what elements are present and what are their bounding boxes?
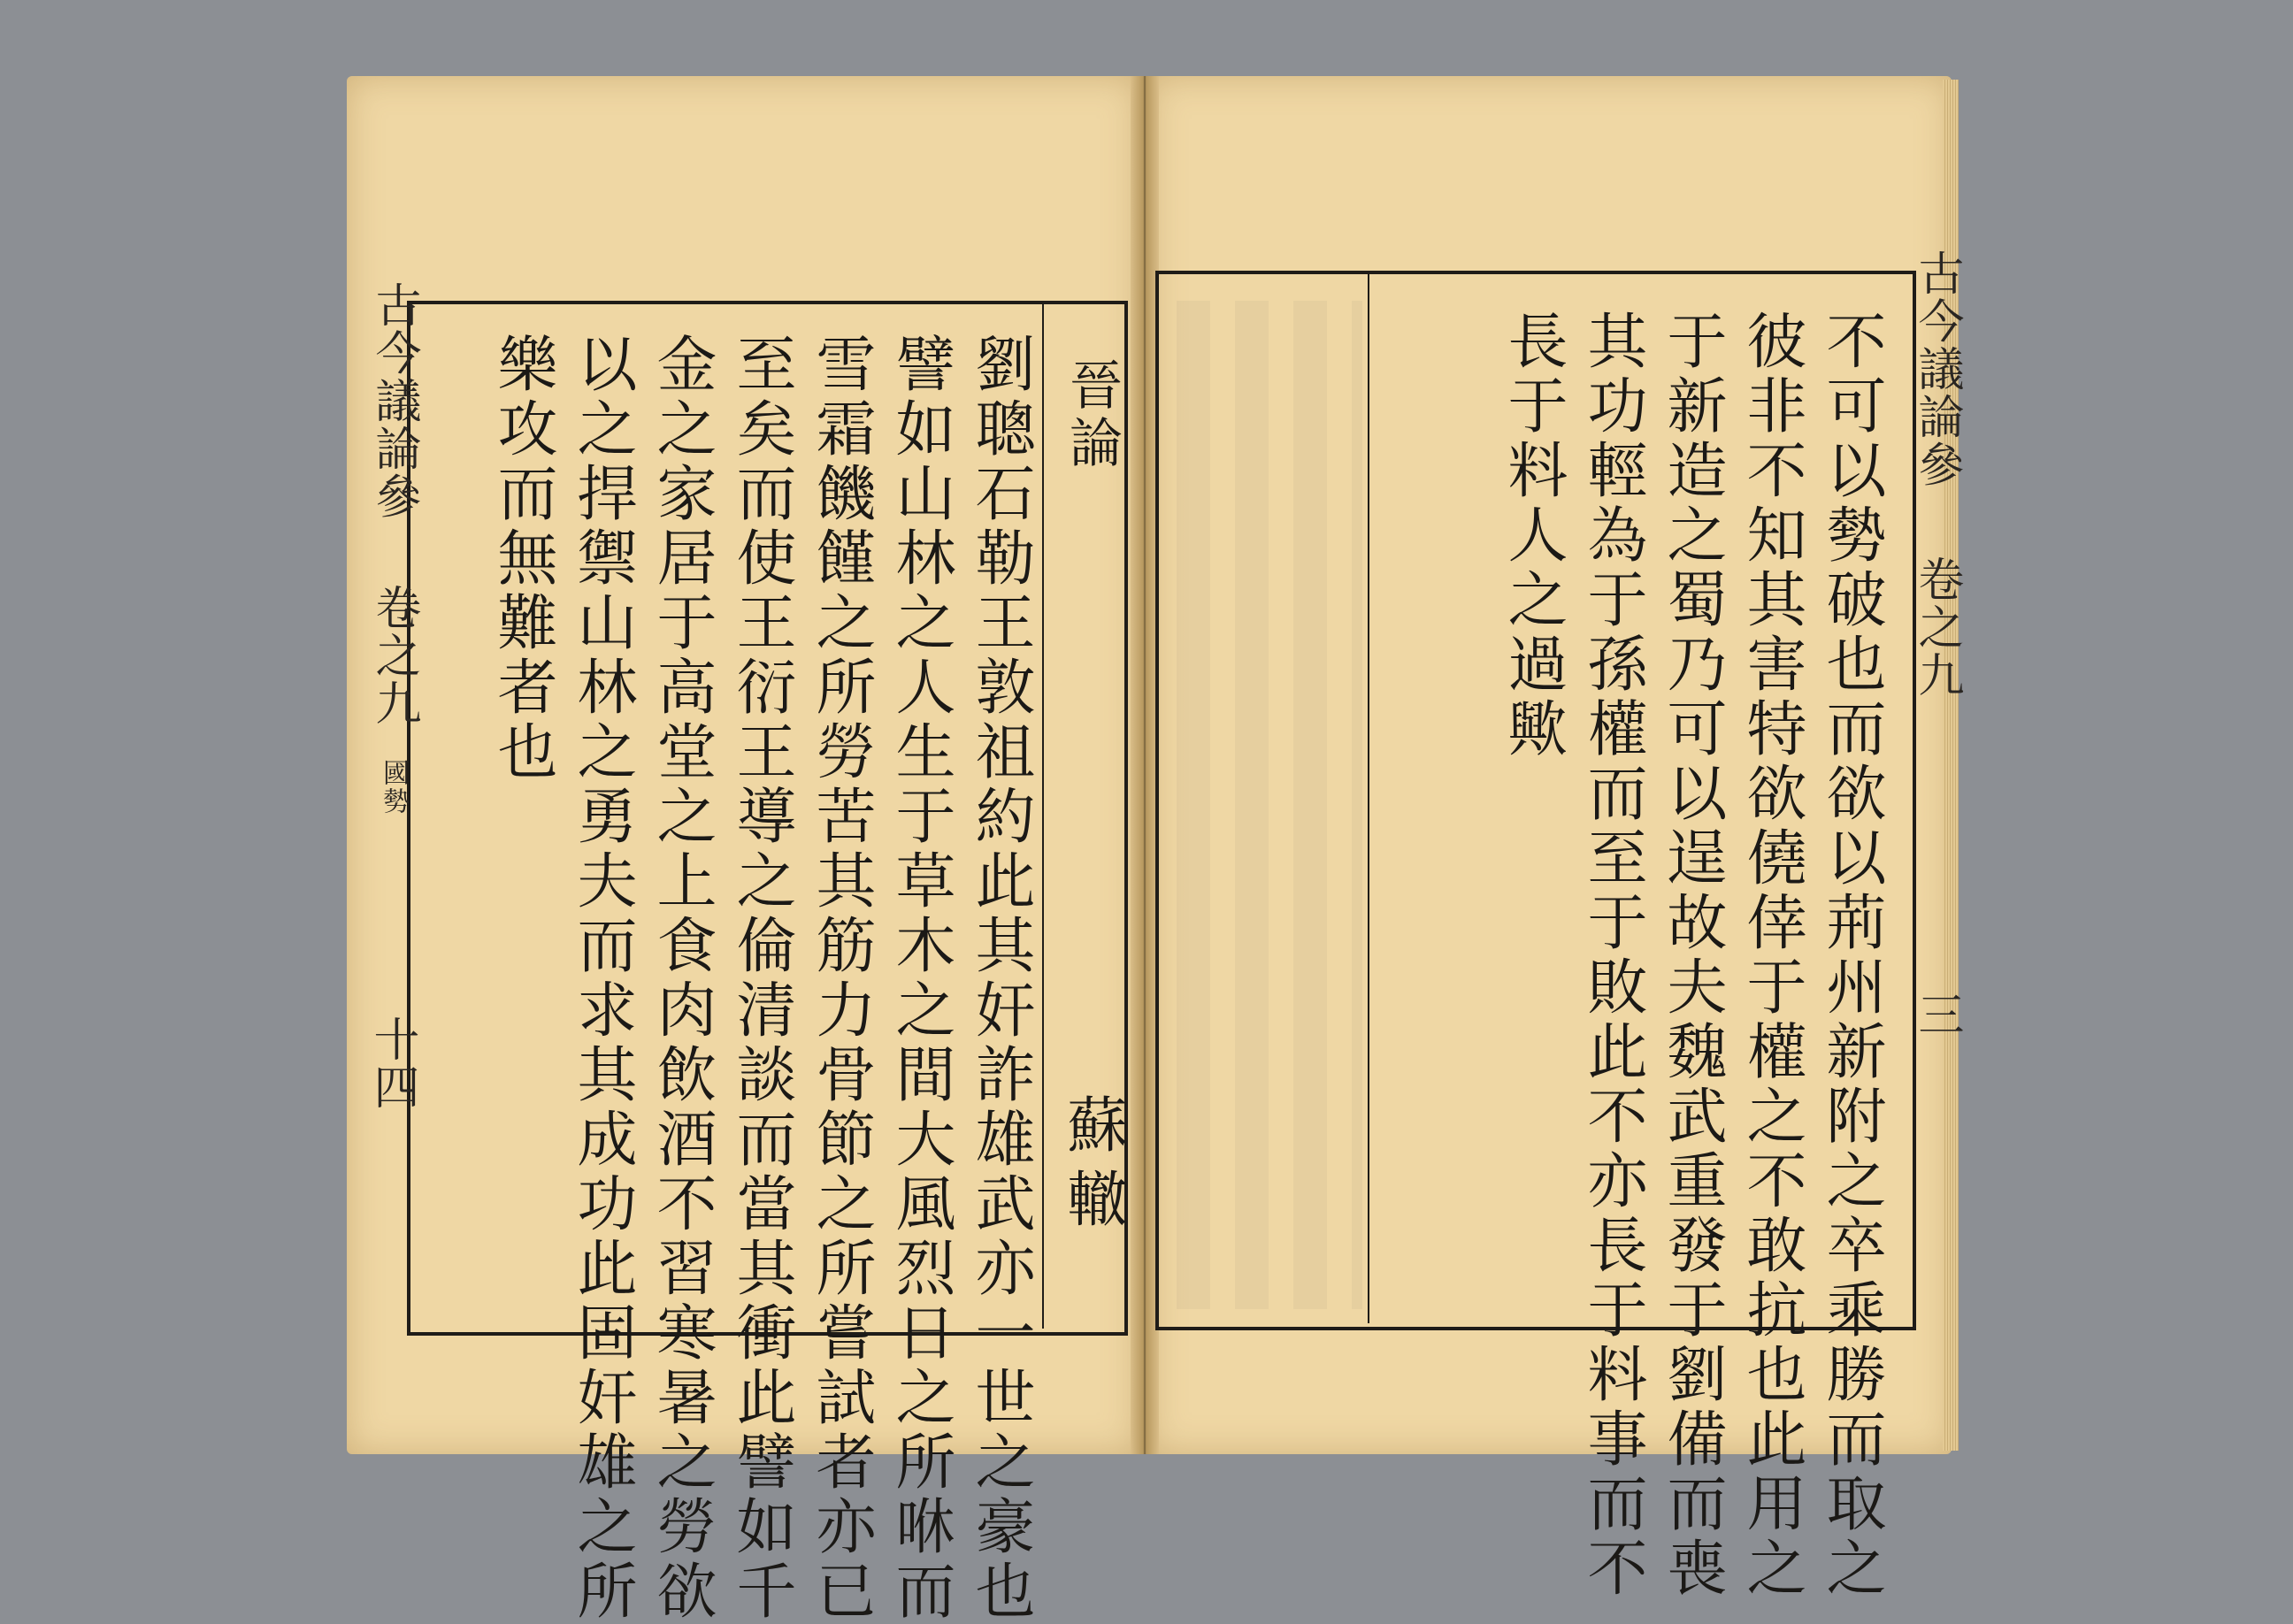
left-column-7: 樂攻而無難者也 — [487, 333, 557, 785]
author-surname: 蘇 — [1057, 1093, 1127, 1158]
right-column-3: 于新造之蜀乃可以逞故夫魏武重發于劉備而喪 — [1657, 310, 1727, 1601]
left-column-4: 至矣而使王衍王導之倫清談而當其衝此譬如千 — [726, 333, 796, 1624]
right-inner-divider — [1368, 274, 1369, 1323]
left-column-3: 雪霜饑饉之所勞苦其筋力骨節之所嘗試者亦已 — [806, 333, 876, 1624]
left-column-2: 譬如山林之人生于草木之間大風烈日之所咻而 — [886, 333, 955, 1624]
bleed-through-text — [1177, 301, 1362, 1309]
left-column-6: 以之捍禦山林之勇夫而求其成功此固奸雄之所 — [567, 333, 637, 1624]
left-margin-section: 國勢 — [378, 759, 409, 816]
right-column-1: 不可以勢破也而欲以荊州新附之卒乘勝而取之 — [1816, 310, 1886, 1601]
right-column-4: 其功輕為于孫權而至于敗此不亦長于料事而不 — [1577, 310, 1647, 1601]
right-column-2: 彼非不知其害特欲僥倖于權之不敢抗也此用之 — [1737, 310, 1806, 1601]
author-name: 轍 — [1057, 1168, 1127, 1232]
left-folio-number: 十四 — [365, 1015, 418, 1111]
left-margin-volume: 卷之九 — [367, 584, 420, 727]
essay-heading: 晉論 — [1061, 357, 1123, 472]
left-author-divider — [1042, 304, 1044, 1329]
right-folio-number: 三 — [1910, 991, 1963, 1038]
right-margin-volume: 卷之九 — [1910, 555, 1963, 699]
right-column-5: 長于料人之過歟 — [1498, 310, 1568, 762]
left-column-5: 金之家居于高堂之上食肉飲酒不習寒暑之勞欲 — [647, 333, 717, 1624]
right-margin-title: 古今議論參 — [1910, 249, 1963, 488]
left-margin-title: 古今議論參 — [367, 281, 420, 520]
left-column-1: 劉聰石勒王敦祖約此其奸詐雄武亦一世之豪也 — [965, 333, 1035, 1624]
